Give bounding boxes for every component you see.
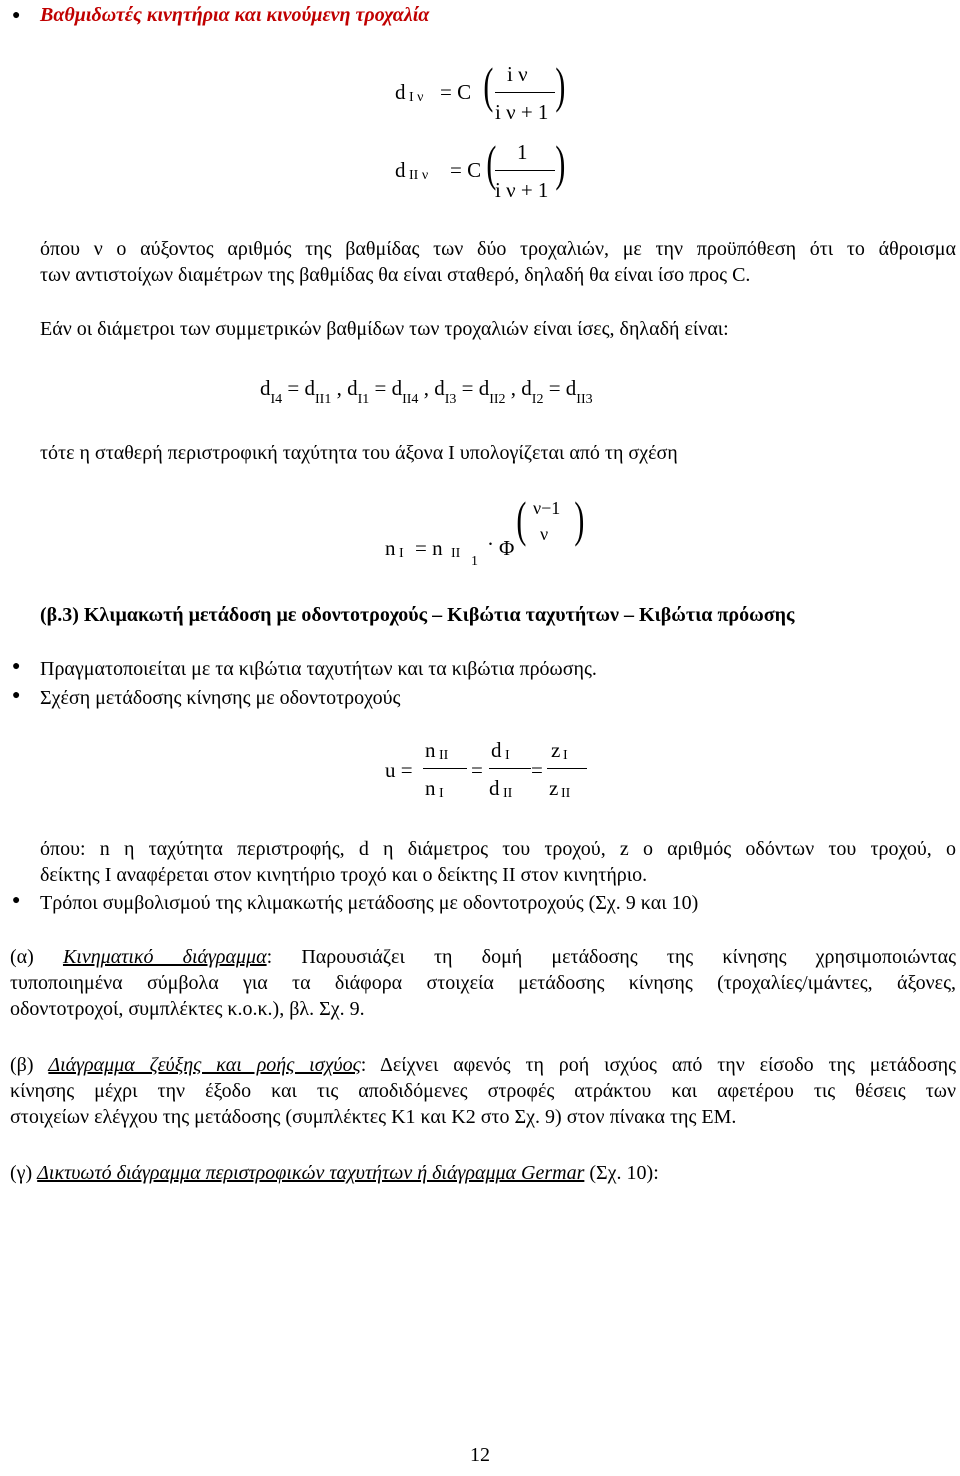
paragraph-b-line-1: (β) Διάγραμμα ζεύξης και ροής ισχύος: Δείχνει αφενός τη ροή ισχύος από την είσοδο της μετάδοσης [10, 1054, 956, 1076]
bullet-item-1: Πραγματοποιείται με τα κιβώτια ταχυτήτων και τα κιβώτια πρόωσης. [40, 658, 597, 680]
formula-n-I: n Ι = n ΙΙ 1 · Φ ( ν−1 ν ) [385, 491, 585, 569]
bullet-marker: ● [12, 893, 21, 908]
section-title: Βαθμιδωτές κινητήρια και κινούμενη τροχαλία [40, 4, 430, 26]
formula-d-I-nu: d Ι ν = C ( i ν i ν + 1 ) [395, 57, 566, 124]
paragraph-3: τότε η σταθερή περιστροφική ταχύτητα του άξονα Ι υπολογίζεται από τη σχέση [40, 442, 678, 464]
paragraph-c: (γ) Δικτυωτό διάγραμμα περιστροφικών ταχυτήτων ή διάγραμμα Germar (Σχ. 10): [10, 1162, 659, 1184]
paragraph-4-line-2: δείκτης Ι αναφέρεται στον κινητήριο τροχό και ο δείκτης ΙΙ στον κινητήριο. [40, 864, 648, 886]
paragraph-1-line-1: όπου ν ο αύξοντος αριθμός της βαθμίδας των δύο τροχαλιών, με την προϋπόθεση ότι το άθροισμα [40, 238, 956, 260]
page-number: 12 [470, 1444, 490, 1466]
paragraph-a-line-3: οδοντοτροχοί, συμπλέκτες κ.ο.κ.), βλ. Σχ. 9. [10, 998, 365, 1020]
bullet-marker: ● [12, 688, 21, 703]
term-kinematic-diagram: Κινηματικό διάγραμμα [62, 946, 267, 968]
paragraph-b-line-3: στοιχείων ελέγχου της μετάδοσης (συμπλέκτες K1 και K2 στο Σχ. 9) στον πίνακα της ΕΜ. [10, 1106, 737, 1128]
formula-equal-diameters: $d_{I4} = d_{II1}$ , $d_{I1} = d_{II4}$ , $d_{I3} = d_{II2}$ , $d_{I2} = d_{II3}$ [260, 376, 593, 407]
term-coupling-power-flow-diagram: Διάγραμμα ζεύξης και ροής ισχύος [48, 1054, 361, 1076]
formula-transmission-ratio: u = n ΙΙ n Ι = d Ι d ΙΙ = z Ι z ΙΙ [385, 736, 595, 808]
term-germar-diagram: Δικτυωτό διάγραμμα περιστροφικών ταχυτήτων ή διάγραμμα Germar [37, 1162, 585, 1184]
bullet-marker: ● [12, 8, 21, 23]
paragraph-b-line-2: κίνησης μέχρι την έξοδο και τις αποδιδόμενες στροφές ατράκτου και αφετέρου τις θέσεις των [10, 1080, 956, 1102]
formula-d-II-nu: d ΙΙ ν = C ( 1 i ν + 1 ) [395, 135, 566, 202]
bullet-item-2: Σχέση μετάδοσης κίνησης με οδοντοτροχούς [40, 687, 401, 709]
paragraph-a-line-1: (α) Κινηματικό διάγραμμα: Παρουσιάζει τη δομή μετάδοσης της κίνησης χρησιμοποιώντας [10, 946, 956, 968]
bullet-marker: ● [12, 659, 21, 674]
paragraph-a-line-2: τυποποιημένα σύμβολα για τα διάφορα στοιχεία μετάδοσης κίνησης (τροχαλίες/ιμάντες, άξονες, [10, 972, 956, 994]
paragraph-4-line-1: όπου: n η ταχύτητα περιστροφής, d η διάμετρος του τροχού, z ο αριθμός οδόντων του τροχού, ο [40, 838, 956, 860]
heading-b3: (β.3) Κλιμακωτή μετάδοση με οδοντοτροχούς – Κιβώτια ταχυτήτων – Κιβώτια πρόωσης [40, 604, 795, 626]
bullet-item-3: Τρόποι συμβολισμού της κλιμακωτής μετάδοσης με οδοντοτροχούς (Σχ. 9 και 10) [40, 892, 699, 914]
paragraph-1-line-2: των αντιστοίχων διαμέτρων της βαθμίδας θα είναι σταθερό, δηλαδή θα είναι ίσο προς C. [40, 264, 751, 286]
paragraph-2: Εάν οι διάμετροι των συμμετρικών βαθμίδων των τροχαλιών είναι ίσες, δηλαδή είναι: [40, 318, 729, 340]
